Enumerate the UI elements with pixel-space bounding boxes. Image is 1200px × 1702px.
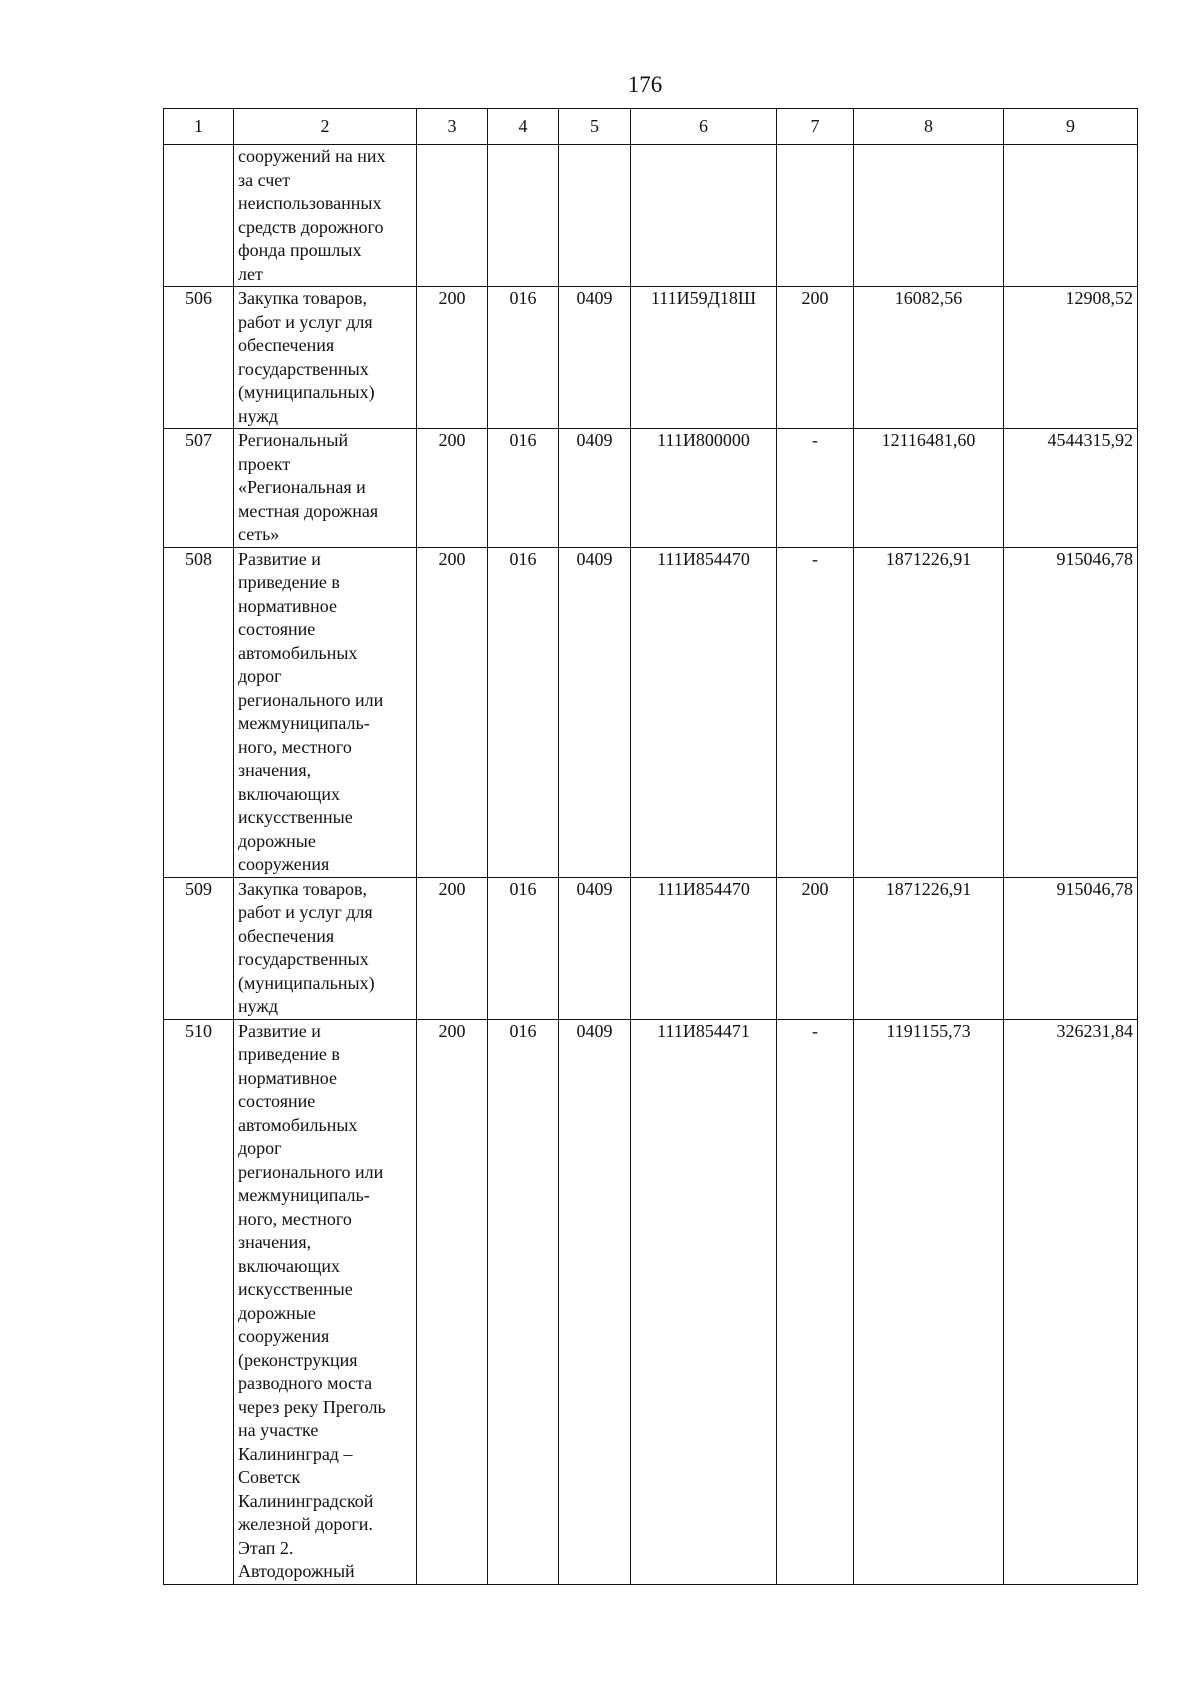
col8-cell xyxy=(854,145,1004,287)
row-name-cell xyxy=(234,145,417,287)
col3-cell: 200 xyxy=(417,877,488,1019)
col5-cell: 0409 xyxy=(559,287,631,429)
table-row xyxy=(164,287,1138,429)
name-line: значения, xyxy=(238,1232,312,1252)
name-line: через реку Преголь xyxy=(238,1396,386,1417)
name-line: неиспользованных xyxy=(238,193,382,213)
column-header: 6 xyxy=(631,109,777,145)
name-line: на участке xyxy=(238,1420,319,1440)
col9-cell xyxy=(1004,145,1138,287)
col6-cell xyxy=(631,145,777,287)
table-row xyxy=(164,145,1138,287)
col3-cell: 200 xyxy=(417,1019,488,1584)
name-line: сеть» xyxy=(238,524,280,544)
name-line: Закупка товаров, xyxy=(238,878,367,899)
name-line: фонда прошлых xyxy=(238,240,362,260)
row-number-cell xyxy=(164,145,234,287)
col4-cell: 016 xyxy=(488,287,559,429)
name-line: сооружения xyxy=(238,854,330,874)
name-line: местная дорожная xyxy=(238,500,379,521)
col4-cell: 016 xyxy=(488,429,559,548)
name-line: (муниципальных) xyxy=(238,382,375,402)
name-line: нормативное xyxy=(238,595,337,616)
col7-cell: - xyxy=(777,547,854,877)
col7-cell: 200 xyxy=(777,877,854,1019)
name-line: состояние xyxy=(238,1091,316,1111)
col3-cell: 200 xyxy=(417,547,488,877)
row-name-cell xyxy=(234,547,417,877)
col5-cell: 0409 xyxy=(559,429,631,548)
col9-cell: 4544315,92 xyxy=(1004,429,1138,548)
name-line: нужд xyxy=(238,996,278,1016)
name-line: государственных xyxy=(238,949,369,969)
col6-cell: 111И800000 xyxy=(631,429,777,548)
col5-cell: 0409 xyxy=(559,877,631,1019)
name-line: нужд xyxy=(238,405,278,426)
name-line: проект xyxy=(238,453,291,474)
col9-cell: 915046,78 xyxy=(1004,547,1138,877)
name-line: разводного моста xyxy=(238,1373,373,1393)
name-line: искусственные xyxy=(238,807,353,827)
name-line: включающих xyxy=(238,783,340,804)
col6-cell: 111И854470 xyxy=(631,547,777,877)
name-line: Советск xyxy=(238,1467,301,1487)
col9-cell: 915046,78 xyxy=(1004,877,1138,1019)
name-line: автомобильных xyxy=(238,642,358,663)
col7-cell: - xyxy=(777,429,854,548)
row-number-cell: 510 xyxy=(164,1019,234,1584)
name-line: Этап 2. xyxy=(238,1537,294,1558)
col3-cell: 200 xyxy=(417,287,488,429)
col8-cell: 12116481,60 xyxy=(854,429,1004,548)
name-line: нормативное xyxy=(238,1067,337,1088)
name-line: лет xyxy=(238,263,263,284)
name-line: состояние xyxy=(238,619,316,639)
name-line: Развитие и xyxy=(238,548,321,569)
name-line: работ и услуг для xyxy=(238,311,373,332)
name-line: (муниципальных) xyxy=(238,972,375,993)
name-line: искусственные xyxy=(238,1279,353,1299)
name-line: «Региональная и xyxy=(238,477,366,497)
name-line: Калининград – xyxy=(238,1443,353,1464)
column-header: 5 xyxy=(559,109,631,145)
name-line: средств дорожного xyxy=(238,216,384,237)
col7-cell xyxy=(777,145,854,287)
name-line: сооружения xyxy=(238,1326,330,1346)
name-line: значения, xyxy=(238,760,312,780)
name-line: межмуниципаль- xyxy=(238,713,370,733)
column-header: 1 xyxy=(164,109,234,145)
budget-table xyxy=(163,108,1138,1585)
col8-cell: 16082,56 xyxy=(854,287,1004,429)
name-line: Развитие и xyxy=(238,1020,321,1041)
col6-cell: 111И59Д18Ш xyxy=(631,287,777,429)
col4-cell: 016 xyxy=(488,877,559,1019)
name-line: межмуниципаль- xyxy=(238,1185,370,1205)
col8-cell: 1191155,73 xyxy=(854,1019,1004,1584)
col5-cell: 0409 xyxy=(559,1019,631,1584)
name-line: работ и услуг для xyxy=(238,902,373,922)
row-name-cell xyxy=(234,877,417,1019)
row-name-cell xyxy=(234,429,417,548)
name-line: за счет xyxy=(238,169,291,190)
name-line: дорожные xyxy=(238,1302,316,1323)
col8-cell: 1871226,91 xyxy=(854,877,1004,1019)
name-line: приведение в xyxy=(238,572,340,592)
col7-cell: 200 xyxy=(777,287,854,429)
table-header-row xyxy=(164,109,1138,145)
name-line: регионального или xyxy=(238,689,384,710)
column-header: 8 xyxy=(854,109,1004,145)
col7-cell: - xyxy=(777,1019,854,1584)
name-line: регионального или xyxy=(238,1161,384,1182)
row-name-cell xyxy=(234,287,417,429)
column-header: 7 xyxy=(777,109,854,145)
name-line: Автодорожный xyxy=(238,1561,355,1581)
name-line: Калининградской xyxy=(238,1490,374,1511)
col5-cell xyxy=(559,145,631,287)
col6-cell: 111И854471 xyxy=(631,1019,777,1584)
name-line: приведение в xyxy=(238,1044,340,1064)
name-line: государственных xyxy=(238,358,369,379)
name-line: ного, местного xyxy=(238,1208,352,1229)
name-line: включающих xyxy=(238,1255,340,1276)
name-line: автомобильных xyxy=(238,1114,358,1135)
name-line: (реконструкция xyxy=(238,1349,358,1370)
col8-cell: 1871226,91 xyxy=(854,547,1004,877)
column-header: 9 xyxy=(1004,109,1138,145)
table-row xyxy=(164,429,1138,548)
col4-cell: 016 xyxy=(488,1019,559,1584)
name-line: дорог xyxy=(238,1138,282,1158)
col9-cell: 326231,84 xyxy=(1004,1019,1138,1584)
col4-cell xyxy=(488,145,559,287)
row-name-cell xyxy=(234,1019,417,1584)
col6-cell: 111И854470 xyxy=(631,877,777,1019)
column-header: 2 xyxy=(234,109,417,145)
col4-cell: 016 xyxy=(488,547,559,877)
col3-cell: 200 xyxy=(417,429,488,548)
table-row xyxy=(164,877,1138,1019)
row-number-cell: 508 xyxy=(164,547,234,877)
row-number-cell: 506 xyxy=(164,287,234,429)
name-line: сооружений на них xyxy=(238,146,386,166)
column-header: 4 xyxy=(488,109,559,145)
name-line: Закупка товаров, xyxy=(238,288,367,308)
name-line: обеспечения xyxy=(238,925,335,946)
col5-cell: 0409 xyxy=(559,547,631,877)
table-row xyxy=(164,547,1138,877)
name-line: дорожные xyxy=(238,830,316,851)
col9-cell: 12908,52 xyxy=(1004,287,1138,429)
name-line: Региональный xyxy=(238,430,349,450)
row-number-cell: 509 xyxy=(164,877,234,1019)
page-number: 176 xyxy=(627,72,663,97)
name-line: обеспечения xyxy=(238,335,335,355)
name-line: ного, местного xyxy=(238,736,352,757)
col3-cell xyxy=(417,145,488,287)
table-row xyxy=(164,1019,1138,1584)
name-line: дорог xyxy=(238,666,282,686)
column-header: 3 xyxy=(417,109,488,145)
row-number-cell: 507 xyxy=(164,429,234,548)
name-line: железной дороги. xyxy=(238,1514,373,1534)
